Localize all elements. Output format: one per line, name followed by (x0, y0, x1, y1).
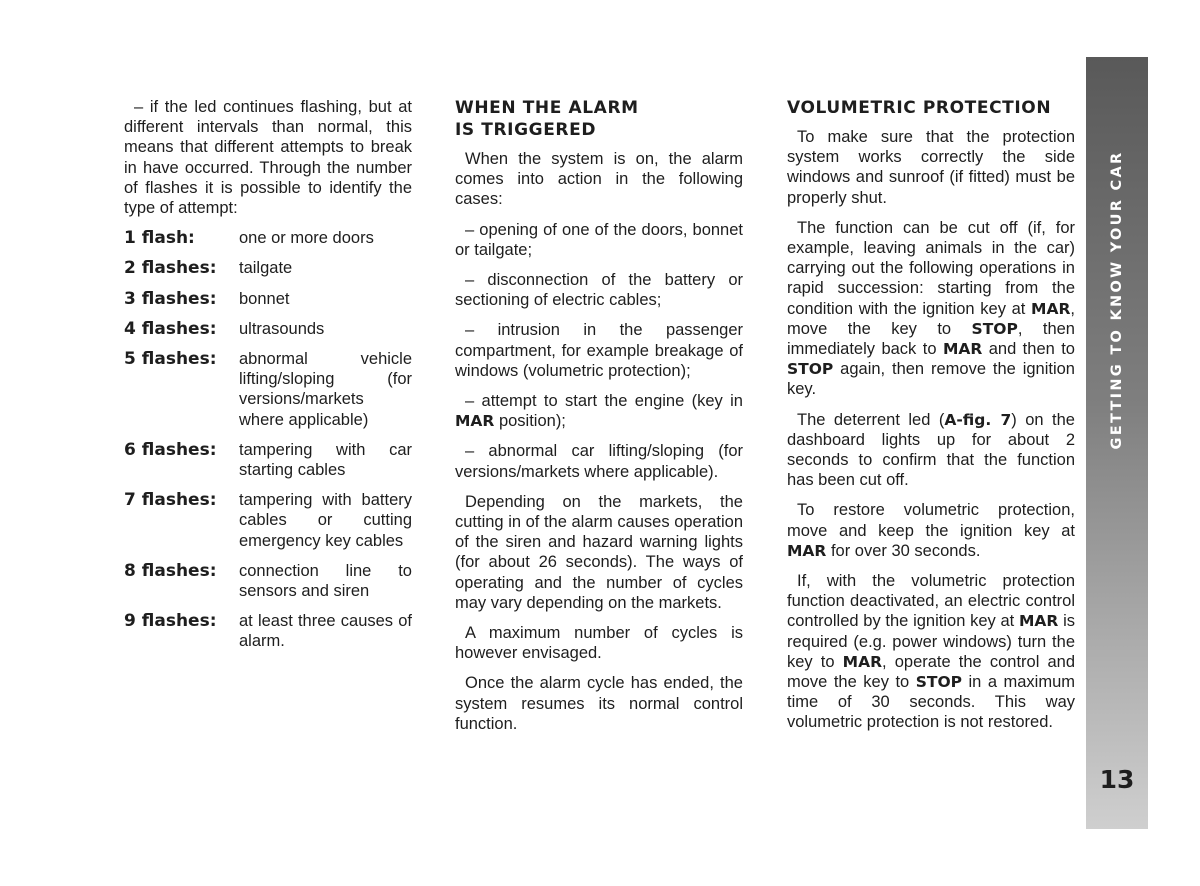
flash-row (124, 349, 412, 430)
text: position); (494, 412, 566, 431)
paragraph (787, 218, 1075, 400)
text: again, then remove the ignition key. (787, 360, 1075, 399)
text: , then immediately back to (787, 319, 1075, 359)
figure-reference: A-fig. 7 (944, 410, 1012, 429)
chapter-sidebar (1086, 57, 1148, 829)
flash-label: 6 flashes: (124, 439, 217, 460)
flash-label: 4 flashes: (124, 318, 217, 339)
text: and then to (982, 340, 1075, 359)
flash-row (124, 561, 412, 601)
text: ) on the dashboard lights up for about 2 seconds to confirm that the function has been cut off. (787, 410, 1075, 490)
flash-description: one or more doors (239, 229, 374, 248)
chapter-title: GETTING TO KNOW YOUR CAR (1109, 150, 1125, 450)
keyword-mar: MAR (455, 412, 495, 431)
flash-description: abnormal vehicle lifting/sloping (for versions/markets where applicable) (239, 350, 412, 429)
flash-description: ultrasounds (239, 319, 325, 338)
flash-label: 9 flashes: (124, 611, 217, 632)
flash-label: 3 flashes: (124, 288, 217, 309)
text: If, with the volumetric protection function deactivated, an electric control controlled by the ignition key at (787, 572, 1075, 631)
flash-row (124, 289, 412, 309)
volumetric-protection-heading: VOLUMETRIC PROTECTION (787, 98, 1052, 118)
paragraph: – opening of one of the doors, bonnet or tailgate; (455, 220, 743, 259)
paragraph (787, 410, 1075, 491)
keyword-mar: MAR (787, 541, 827, 560)
text: – attempt to start the engine (key in (465, 392, 743, 411)
column-left (124, 97, 412, 662)
flash-row (124, 228, 412, 248)
flash-row (124, 440, 412, 480)
intro-paragraph: – if the led continues flashing, but at different intervals than normal, this means that different attempts to break in have occurred. Through the number of flashes it is possible to identify the type of attempt: (124, 98, 412, 218)
heading-line-2: IS TRIGGERED (455, 120, 597, 140)
paragraph: To make sure that the protection system works correctly the side windows and sunroof (if fitted) must be properly shut. (787, 128, 1075, 207)
keyword-stop: STOP (787, 360, 834, 379)
keyword-stop: STOP (971, 319, 1018, 338)
text: The deterrent led ( (797, 410, 945, 429)
paragraph: Once the alarm cycle has ended, the system resumes its normal control function. (455, 674, 743, 733)
paragraph: A maximum number of cycles is however envisaged. (455, 624, 743, 663)
flash-row (124, 319, 412, 339)
column-right (787, 97, 1075, 743)
flash-description: bonnet (239, 289, 290, 308)
heading-line-1: WHEN THE ALARM (455, 98, 639, 118)
text: in a maximum time of 30 seconds. This way volumetric protection is not restored. (787, 673, 1075, 732)
flash-label: 2 flashes: (124, 258, 217, 279)
flash-list (124, 228, 412, 651)
flash-description: tailgate (239, 259, 293, 278)
text: , move the key to (787, 299, 1075, 338)
text: The function can be cut off (if, for example, leaving animals in the car) carrying out the following operations in rapid succession: starting from the condition with the ignition key at (787, 218, 1075, 318)
paragraph (787, 500, 1075, 561)
paragraph: – abnormal car lifting/sloping (for versions/markets where applicable). (455, 442, 743, 481)
paragraph: Depending on the markets, the cutting in of the alarm causes operation of the siren and hazard warning lights (for about 26 seconds). The ways of operating and the number of cycles may vary depending on the markets. (455, 492, 744, 612)
text: , operate the control and move the key to (787, 652, 1076, 692)
keyword-mar: MAR (942, 340, 983, 359)
text: To restore volumetric protection, move and keep the ignition key at (787, 501, 1075, 540)
paragraph (455, 391, 743, 431)
alarm-triggered-heading (455, 97, 743, 141)
paragraph: When the system is on, the alarm comes into action in the following cases: (455, 150, 743, 209)
keyword-mar: MAR (1031, 299, 1071, 318)
keyword-stop: STOP (915, 673, 962, 692)
keyword-mar: MAR (842, 652, 883, 671)
flash-label: 8 flashes: (124, 560, 217, 581)
paragraph (787, 571, 1075, 733)
flash-row (124, 258, 412, 278)
flash-row (124, 490, 412, 551)
column-middle (455, 97, 743, 744)
text: is required (e.g. power windows) turn the key to (787, 612, 1076, 671)
paragraph: – intrusion in the passenger compartment, for example breakage of windows (volumetric protection); (455, 321, 743, 380)
text: for over 30 seconds. (826, 541, 981, 560)
flash-row (124, 611, 412, 651)
paragraph: – disconnection of the battery or sectioning of electric cables; (455, 271, 743, 310)
flash-description: tampering with car starting cables (239, 440, 412, 480)
flash-label: 7 flashes: (124, 490, 217, 511)
keyword-mar: MAR (1019, 612, 1059, 631)
page-number: 13 (1099, 765, 1135, 794)
flash-label: 5 flashes: (124, 349, 217, 370)
flash-description: tampering with battery cables or cutting emergency key cables (239, 491, 412, 550)
flash-description: connection line to sensors and siren (239, 561, 412, 601)
flash-description: at least three causes of alarm. (239, 612, 412, 651)
flash-label: 1 flash: (124, 228, 195, 249)
